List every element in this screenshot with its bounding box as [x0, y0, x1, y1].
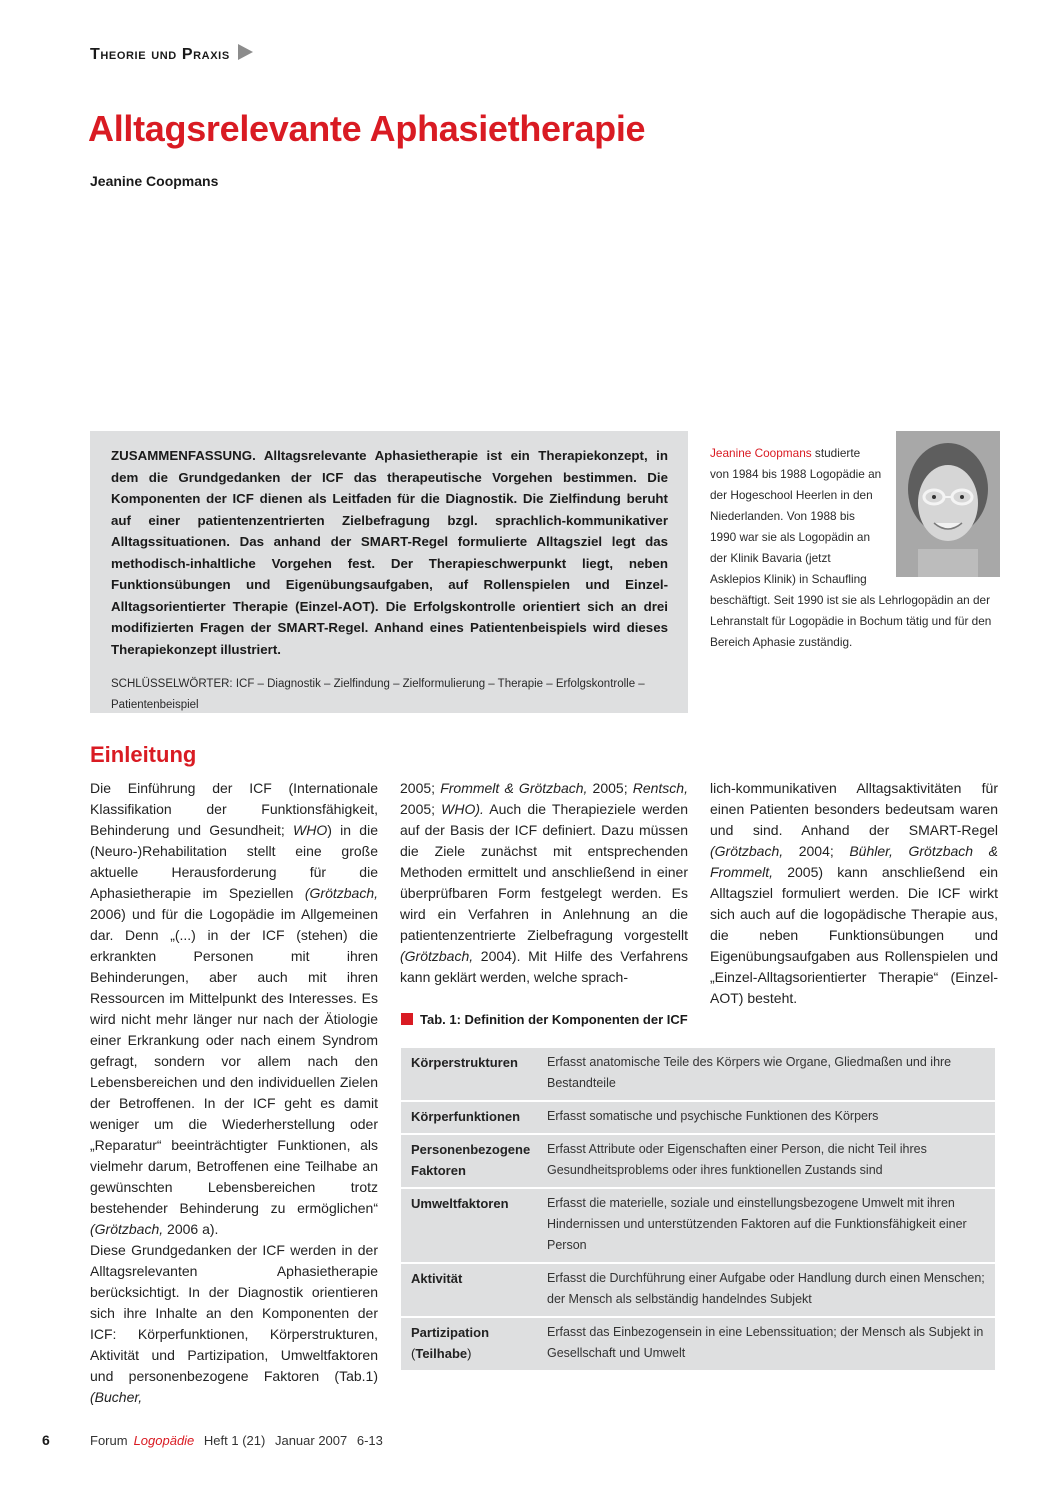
citation: WHO [293, 822, 328, 838]
text-run: ) in die (Neuro-)Rehabilitation stellt eine große aktuelle Herausforderung für die Aphasietherapie im Speziellen [90, 822, 378, 901]
journal-name-italic: Logopädie [133, 1433, 195, 1448]
table-definition: Erfasst Attribute oder Eigenschaften einer Person, die nicht Teil ihres Gesundheitsproblems oder ihres funktionellen Zustands sind [539, 1135, 995, 1187]
text-run: 2005; [400, 801, 442, 817]
table-row [401, 1135, 995, 1187]
section-label [90, 44, 253, 64]
author-bio [710, 443, 1000, 653]
paragraph [90, 1240, 378, 1408]
table-definition: Erfasst anatomische Teile des Körpers wie Organe, Gliedmaßen und ihre Bestandteile [539, 1048, 995, 1100]
text-run: Die Einführung der ICF (Internationale Klassifikation der Funktionsfähigkeit, Behinderung und Gesundheit; [90, 780, 378, 838]
text-run: 2004; [783, 843, 850, 859]
table-row [401, 1189, 995, 1262]
text-run: 2004). Mit Hilfe des Verfahrens kann geklärt werden, welche sprach- [400, 948, 688, 985]
table-term: Körperstrukturen [401, 1048, 539, 1100]
red-square-icon [401, 1013, 413, 1025]
table-definition: Erfasst die Durchführung einer Aufgabe oder Handlung durch einen Menschen; der Mensch als selbständig handelndes Subjekt [539, 1264, 995, 1316]
table-caption [401, 1012, 688, 1027]
abstract-text: ZUSAMMENFASSUNG. Alltagsrelevante Aphasietherapie ist ein Therapiekonzept, in dem die Grundgedanken der ICF das therapeutische Vorgehen bestimmen. Die Komponenten der ICF dienen als Leitfaden für die Diagnostik. Die Zielfindung beruht auf einer patientenzentrierten Zielbefragung bzgl. sprachlich-kommunikativer Alltagssituationen. Das anhand der SMART-Regel formulierte Alltagsziel legt das methodisch-inhaltliche Vorgehen fest. Der Therapieschwerpunkt liegt, neben Funktionsübungen und Eigenübungsaufgaben, auf Rollenspielen und Einzel-Alltagsorientierter Therapie (Einzel-AOT). Die Erfolgskontrolle orientiert sich an drei modifizierten Fragen der SMART-Regel. Anhand eines Patientenbeispiels wird dieses Therapiekonzept illustriert. [111, 448, 668, 657]
citation: (Grötzbach, [90, 1221, 164, 1237]
journal-issue: Heft 1 (21) [203, 1433, 266, 1448]
text-run: 2006 a). [163, 1221, 219, 1237]
right-triangle-icon [238, 44, 253, 60]
text-run: 2005; [587, 780, 633, 796]
table-term: Aktivität [401, 1264, 539, 1316]
paragraph [710, 778, 998, 1009]
text-run: 2005) kann anschließend ein Alltagsziel formuliert werden. Die ICF wirkt sich auch auf die logopädische Therapie aus, die neben Funktionsübungen und Eigenübungsaufgaben aus Rollenspielen und „Einzel-Alltagsorientierter Therapie“ (Einzel-AOT) besteht. [710, 864, 998, 1006]
journal-name: Forum [90, 1433, 128, 1448]
abstract-box [90, 431, 688, 713]
section-heading-einleitung: Einleitung [90, 742, 197, 767]
citation: Frommelt & Grötzbach, [440, 780, 588, 796]
citation: (Grötzbach, [400, 948, 474, 964]
page-number: 6 [42, 1432, 50, 1448]
citation: (Grötzbach, [710, 843, 784, 859]
citation: WHO). [441, 801, 484, 817]
table-row [401, 1264, 995, 1316]
body-column-3 [710, 778, 998, 1009]
author-portrait [896, 431, 1000, 577]
journal-pages: 6-13 [356, 1433, 383, 1448]
table-caption-text: Tab. 1: Definition der Komponenten der ICF [420, 1012, 688, 1027]
body-column-2 [400, 778, 688, 988]
bio-name: Jeanine Coopmans [710, 446, 812, 460]
table-term-partizipation [401, 1318, 539, 1370]
table-term-paren: (Teilhabe) [411, 1346, 472, 1361]
citation: Rentsch, [632, 780, 688, 796]
table-term-sub: Teilhabe [415, 1346, 468, 1361]
section-label-text: Theorie und Praxis [90, 46, 230, 63]
text-run: 2006) und für die Logopädie im Allgemeinen dar. Denn „(...) in der ICF (stehen) die erkrankten Personen mit ihren Behinderungen, aber auch mit ihren Ressourcen im Mittelpunkt des Interesses. Es wird nicht mehr länger nur nach der Ätiologie einer Erkrankung oder nach einem Syndrom gefragt, sondern vor allem nach den Lebensbereichen und den individuellen Zielen der Betroffenen. In der ICF geht es damit weniger um die Wiederherstellung oder „Reparatur“ beeinträchtigter Funktionen, als vielmehr darum, Betroffenen eine Teilhabe an gewünschten Lebensbereichen trotz bestehender Behinderung zu ermöglichen“ [90, 906, 378, 1216]
paragraph [90, 778, 378, 1240]
table-term-text: Partizipation [411, 1325, 490, 1340]
citation: Bühler, Grötzbach & Frommelt, [710, 843, 998, 880]
article-author: Jeanine Coopmans [90, 173, 219, 189]
table-row [401, 1318, 995, 1370]
icf-table [401, 1046, 995, 1372]
article-title: Alltagsrelevante Aphasietherapie [88, 108, 646, 149]
author-portrait-photo [896, 431, 1000, 577]
body-column-1 [90, 778, 378, 1408]
citation: (Bucher, [90, 1389, 143, 1405]
paragraph [400, 778, 688, 988]
table-definition: Erfasst somatische und psychische Funktionen des Körpers [539, 1102, 995, 1133]
table-row [401, 1048, 995, 1100]
table-definition: Erfasst die materielle, soziale und einstellungsbezogene Umwelt mit ihren Hindernissen und unterstützenden Faktoren auf die Funktionsfähigkeit einer Person [539, 1189, 995, 1262]
citation: (Grötzbach, [304, 885, 378, 901]
text-run: 2005; [400, 780, 441, 796]
text-run: lich-kommunikativen Alltagsaktivitäten für einen Patienten besonders bedeutsam waren und sind. Anhand der SMART-Regel [710, 780, 998, 838]
table-term: Umweltfaktoren [401, 1189, 539, 1262]
text-run: Auch die Therapieziele werden auf der Basis der ICF definiert. Dazu müssen die Ziele zunächst mit entsprechenden Methoden ermittelt und anschließend in einer überprüfbaren Form festgelegt werden. Es wird ein Verfahren in Anlehnung an die patientenzentrierte Zielbefragung vorgestellt [400, 801, 688, 943]
table-term: Personenbezogene Faktoren [401, 1135, 539, 1187]
journal-footer [90, 1433, 389, 1448]
table-row [401, 1102, 995, 1133]
bio-text: studierte von 1984 bis 1988 Logopädie an der Hogeschool Heerlen in den Niederlanden. Von 1988 bis 1990 war sie als Logopädin an der Klinik Bavaria (jetzt Asklepios Klinik) in Schaufling beschäftigt. Seit 1990 ist sie als Lehrlogopädin an der Lehranstalt für Logopädie in Bochum tätig und für den Bereich Aphasie zuständig. [710, 446, 992, 649]
table-term: Körperfunktionen [401, 1102, 539, 1133]
journal-date: Januar 2007 [274, 1433, 348, 1448]
table-definition: Erfasst das Einbezogensein in eine Lebenssituation; der Mensch als Subjekt in Gesellschaft und Umwelt [539, 1318, 995, 1370]
keywords: SCHLÜSSELWÖRTER: ICF – Diagnostik – Zielfindung – Zielformulierung – Therapie – Erfolgskontrolle – Patientenbeispiel [111, 678, 645, 711]
text-run: Diese Grundgedanken der ICF werden in der Alltagsrelevanten Aphasietherapie berücksichtigt. In der Diagnostik orientieren sich ihre Inhalte an den Komponenten der ICF: Körperfunktionen, Körperstrukturen, Aktivität und Partizipation, Umweltfaktoren und personenbezogene Faktoren (Tab.1) [90, 1242, 378, 1384]
